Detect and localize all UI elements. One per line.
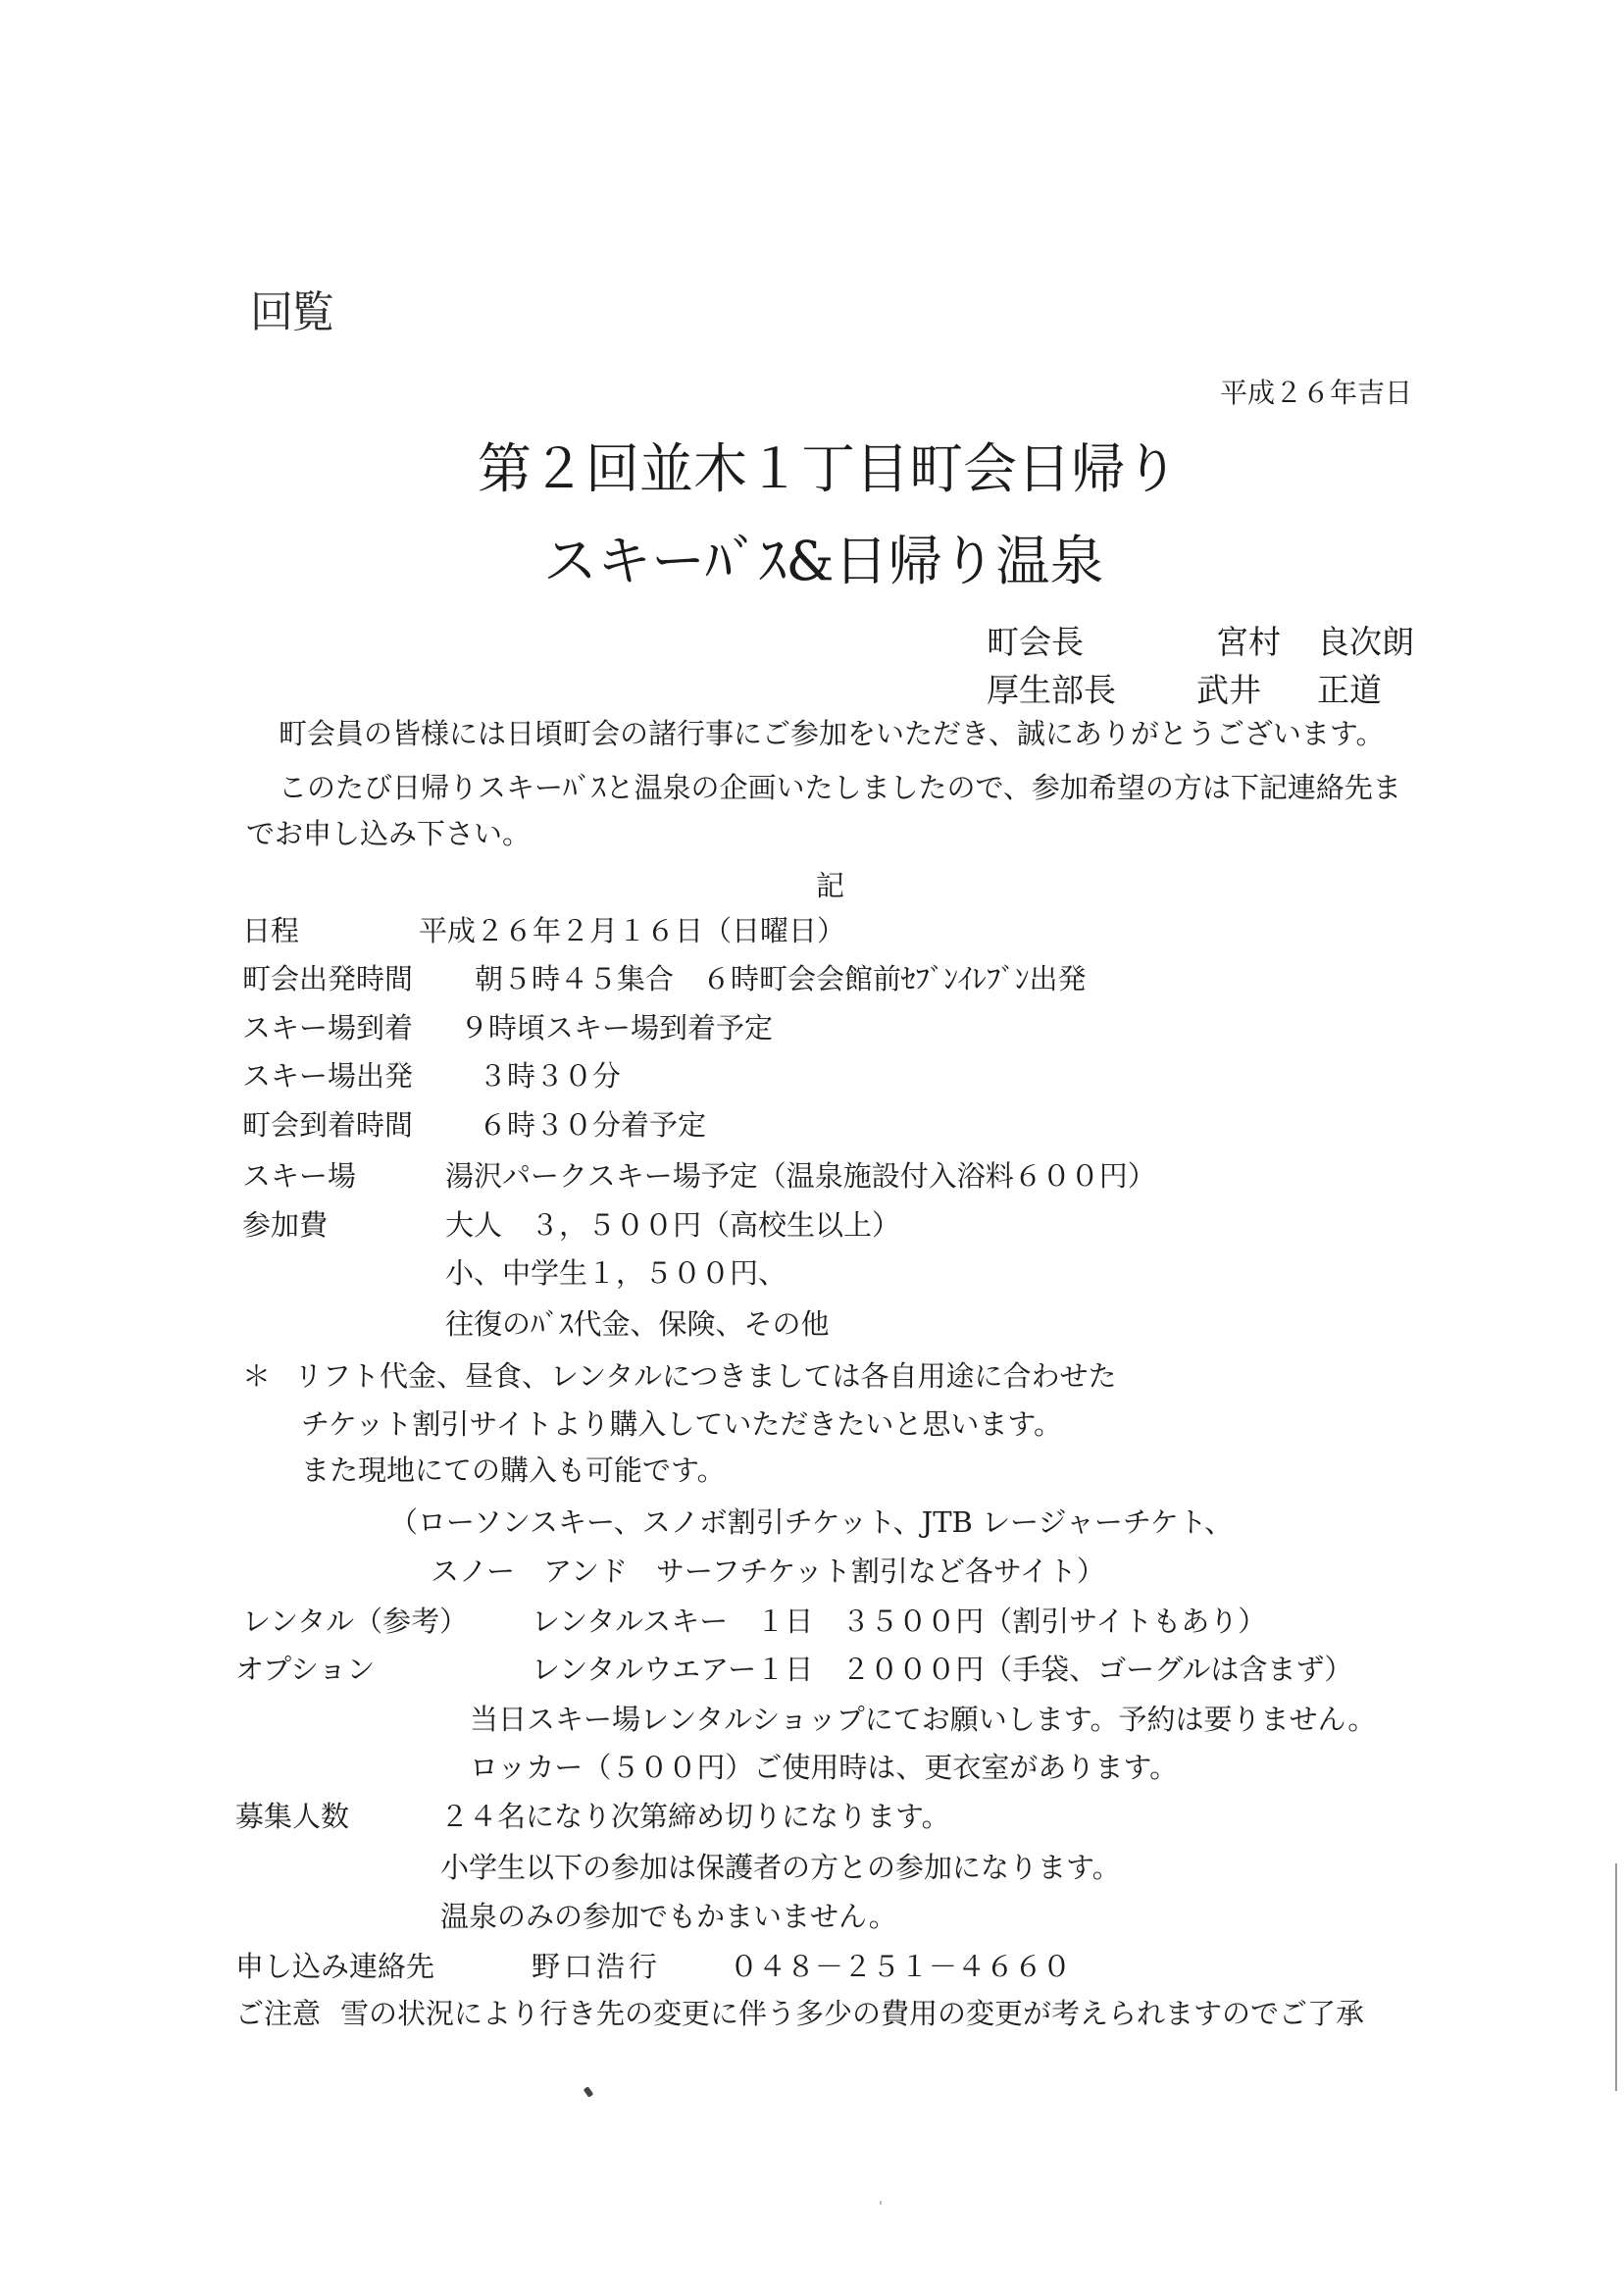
recruitment-line-1: ２４名になり次第締め切りになります。 <box>440 1800 950 1833</box>
rental-value: レンタルスキー １日 ３５００円（割引サイトもあり） <box>532 1605 1267 1638</box>
scan-speck <box>584 2086 594 2098</box>
signatory-family-name-welfare-head: 武井 <box>1196 671 1261 709</box>
ski-resort-label: スキー場 <box>242 1159 357 1193</box>
fee-line-2: 小、中学生１，５００円、 <box>445 1256 787 1290</box>
caution-text: 雪の状況により行き先の変更に伴う多少の費用の変更が考えられますのでご了承 <box>340 1997 1365 2030</box>
contact-phone: ０４８－２５１－４６６０ <box>730 1950 1072 1983</box>
note-line-4: （ローソンスキー、スノボ割引チケット、JTB レージャーチケト、 <box>389 1505 1234 1539</box>
option-value: レンタルウエアー１日 ２０００円（手袋、ゴーグルは含まず） <box>532 1653 1353 1686</box>
option-line-1: 当日スキー場レンタルショップにてお願いします。予約は要りません。 <box>470 1703 1377 1736</box>
option-line-2: ロッカー（５００円）ご使用時は、更衣室があります。 <box>470 1751 1179 1784</box>
signatory-family-name-chairman: 宮村 <box>1216 623 1281 661</box>
signatory-given-name-chairman: 良次朗 <box>1317 623 1414 661</box>
departure-value: 朝５時４５集合 ６時町会会館前ｾﾌﾞﾝｲﾚﾌﾞﾝ出発 <box>475 962 1087 995</box>
title-line-1: 第２回並木１丁目町会日帰り <box>478 437 1180 500</box>
rental-label: レンタル（参考） <box>242 1605 469 1638</box>
ki-heading: 記 <box>816 869 845 902</box>
scan-dot <box>880 2201 882 2205</box>
contact-name: 野口浩行 <box>532 1950 662 1983</box>
note-line-1: リフト代金、昼食、レンタルにつきましては各自用途に合わせた <box>294 1359 1117 1393</box>
signatory-role-welfare-head: 厚生部長 <box>987 671 1116 709</box>
ski-arrival-value: ９時頃スキー場到着予定 <box>460 1011 774 1045</box>
departure-label: 町会出発時間 <box>242 962 414 995</box>
issue-date: 平成２６年吉日 <box>1219 377 1412 409</box>
ski-departure-label: スキー場出発 <box>242 1059 414 1093</box>
signatory-given-name-welfare-head: 正道 <box>1317 671 1382 709</box>
ski-arrival-label: スキー場到着 <box>242 1011 414 1045</box>
intro-line-2: このたび日帰りスキーﾊﾞｽと温泉の企画いたしましたので、参加希望の方は下記連絡先ま <box>279 771 1401 804</box>
scan-edge-line <box>1615 1863 1617 2091</box>
fee-line-3: 往復のﾊﾞｽ代金、保険、その他 <box>445 1307 830 1341</box>
note-line-3: また現地にての購入も可能です。 <box>301 1453 726 1487</box>
ski-resort-value: 湯沢パークスキー場予定（温泉施設付入浴料６００円） <box>445 1159 1156 1193</box>
contact-label: 申し込み連絡先 <box>235 1950 435 1983</box>
note-line-2: チケット割引サイトより購入していただきたいと思います。 <box>301 1407 1063 1441</box>
title-line-2: スキーﾊﾞｽ&日帰り温泉 <box>543 530 1104 592</box>
recruitment-line-3: 温泉のみの参加でもかまいません。 <box>440 1900 897 1933</box>
recruitment-label: 募集人数 <box>235 1800 350 1833</box>
option-label: オプション <box>235 1653 376 1686</box>
note-line-5: スノー アンド サーフチケット割引など各サイト） <box>431 1555 1105 1588</box>
signatory-role-chairman: 町会長 <box>987 623 1084 661</box>
fee-label: 参加費 <box>242 1208 329 1242</box>
schedule-value: 平成２６年２月１６日（日曜日） <box>419 914 846 947</box>
ski-departure-value: ３時３０分 <box>479 1059 622 1093</box>
caution-label: ご注意 <box>235 1997 322 2030</box>
intro-line-3: でお申し込み下さい。 <box>246 817 532 850</box>
return-label: 町会到着時間 <box>242 1108 414 1142</box>
note-asterisk: ＊ <box>242 1359 272 1393</box>
recruitment-line-2: 小学生以下の参加は保護者の方との参加になります。 <box>440 1851 1121 1884</box>
circulation-mark: 回覧 <box>250 287 332 337</box>
intro-line-1: 町会員の皆様には日頃町会の諸行事にご参加をいただき、誠にありがとうございます。 <box>279 717 1385 750</box>
fee-line-1: 大人 ３，５００円（高校生以上） <box>445 1208 901 1242</box>
schedule-label: 日程 <box>242 914 300 947</box>
return-value: ６時３０分着予定 <box>479 1108 707 1142</box>
